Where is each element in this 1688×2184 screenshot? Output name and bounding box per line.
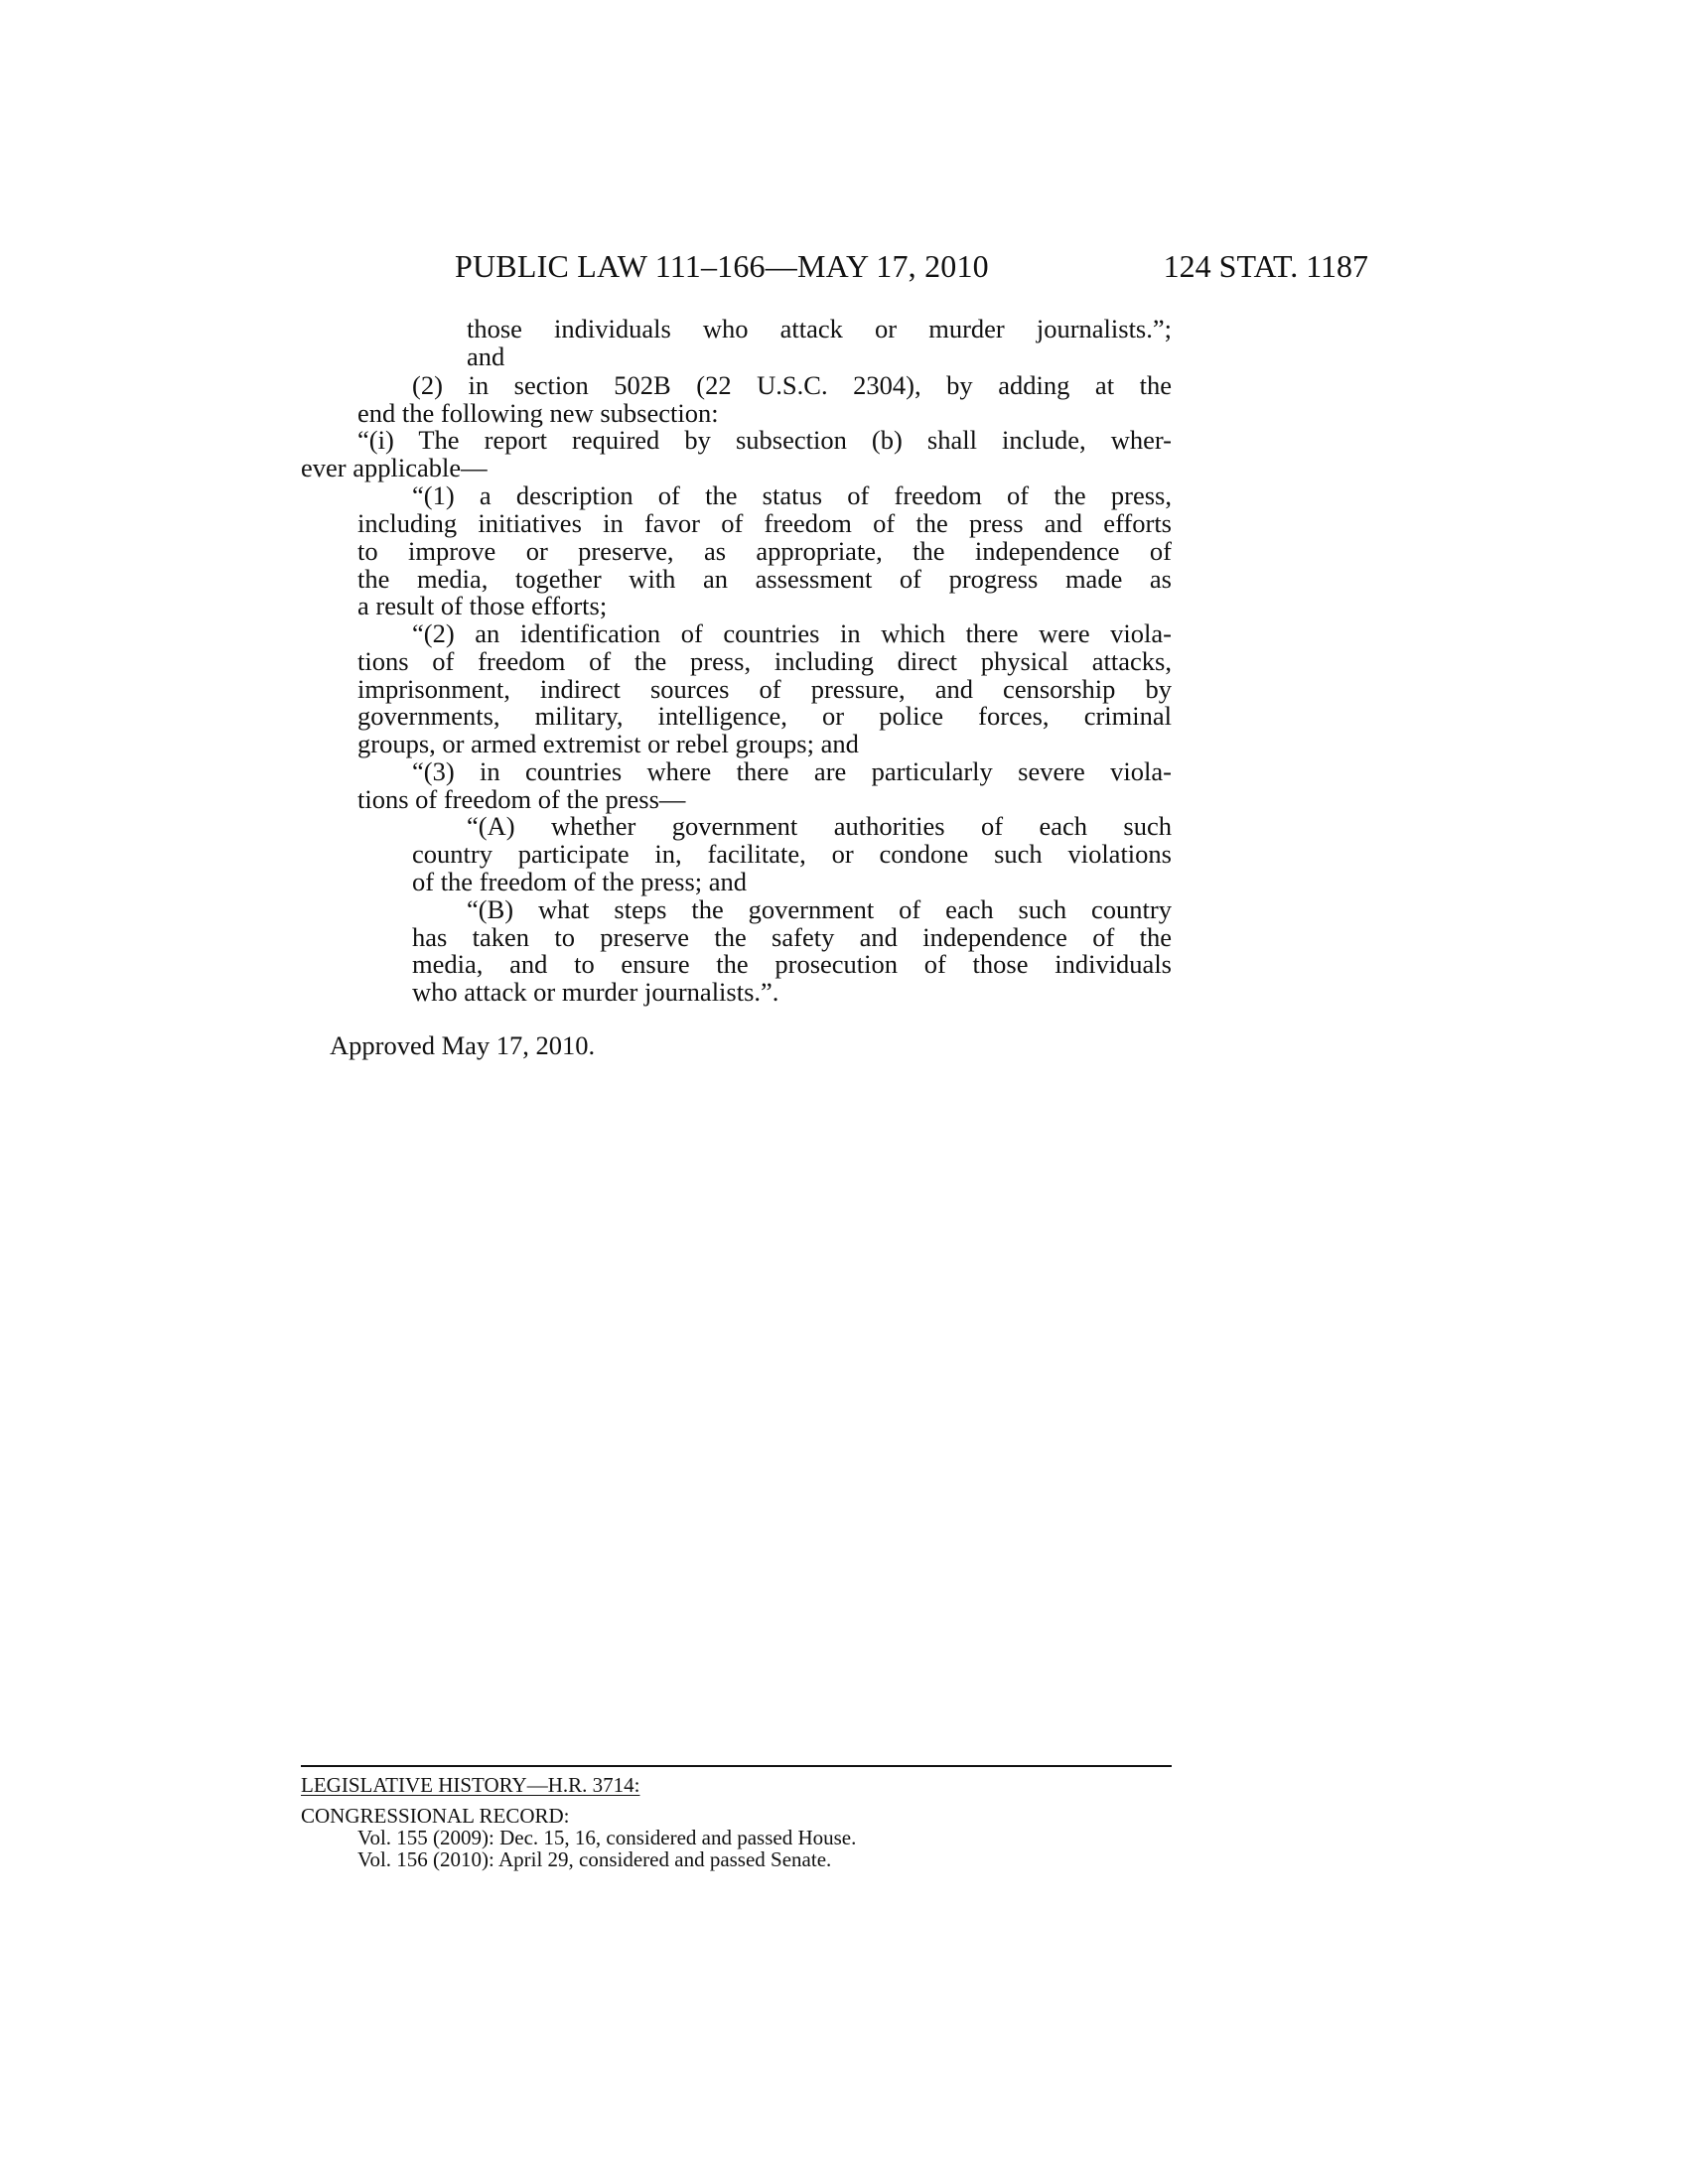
text-line: and [467, 341, 505, 371]
text-line: “(2) an identification of countries in which there were viola- [412, 618, 1172, 648]
text-line: tions of freedom of the press, including direct physical attacks, [357, 646, 1172, 676]
history-heading: LEGISLATIVE HISTORY—H.R. 3714: [301, 1773, 640, 1797]
text-line: “(B) what steps the government of each such country [467, 894, 1172, 924]
text-line: end the following new subsection: [357, 398, 719, 428]
history-entry: Vol. 155 (2009): Dec. 15, 16, considered and passed House. [357, 1826, 857, 1849]
text-line: who attack or murder journalists.”. [412, 977, 779, 1007]
page-header [455, 246, 1368, 286]
text-line: country participate in, facilitate, or condone such violations [412, 839, 1172, 869]
footnote-rule [301, 1765, 1172, 1767]
history-entry: Vol. 156 (2010): April 29, considered and passed Senate. [357, 1847, 832, 1871]
text-line: “(i) The report required by subsection (b) shall include, wher- [357, 425, 1172, 455]
text-line: the media, together with an assessment of progress made as [357, 564, 1172, 594]
text-line: to improve or preserve, as appropriate, the independence of [357, 536, 1172, 566]
running-head: PUBLIC LAW 111–166—MAY 17, 2010 [455, 248, 989, 284]
record-label: CONGRESSIONAL RECORD: [301, 1804, 570, 1828]
text-line: a result of those efforts; [357, 591, 608, 620]
text-line: those individuals who attack or murder journalists.”; [467, 314, 1172, 343]
text-line: media, and to ensure the prosecution of those individuals [412, 949, 1172, 979]
text-line: has taken to preserve the safety and independence of the [412, 922, 1172, 952]
text-line: “(3) in countries where there are particularly severe viola- [412, 756, 1172, 786]
text-line: including initiatives in favor of freedom of the press and efforts [357, 508, 1172, 538]
text-line: tions of freedom of the press— [357, 784, 686, 814]
text-line: “(1) a description of the status of freedom of the press, [412, 480, 1172, 510]
text-line: imprisonment, indirect sources of pressure, and censorship by [357, 674, 1172, 704]
text-line: governments, military, intelligence, or police forces, criminal [357, 701, 1172, 731]
statute-page-number: 124 STAT. 1187 [1163, 248, 1368, 284]
text-line: “(A) whether government authorities of each such [467, 811, 1172, 841]
approval-date: Approved May 17, 2010. [330, 1030, 596, 1060]
text-line: ever applicable— [301, 453, 488, 482]
text-line: groups, or armed extremist or rebel groups; and [357, 729, 859, 758]
text-line: of the freedom of the press; and [412, 867, 748, 896]
text-line: (2) in section 502B (22 U.S.C. 2304), by adding at the [412, 370, 1172, 400]
